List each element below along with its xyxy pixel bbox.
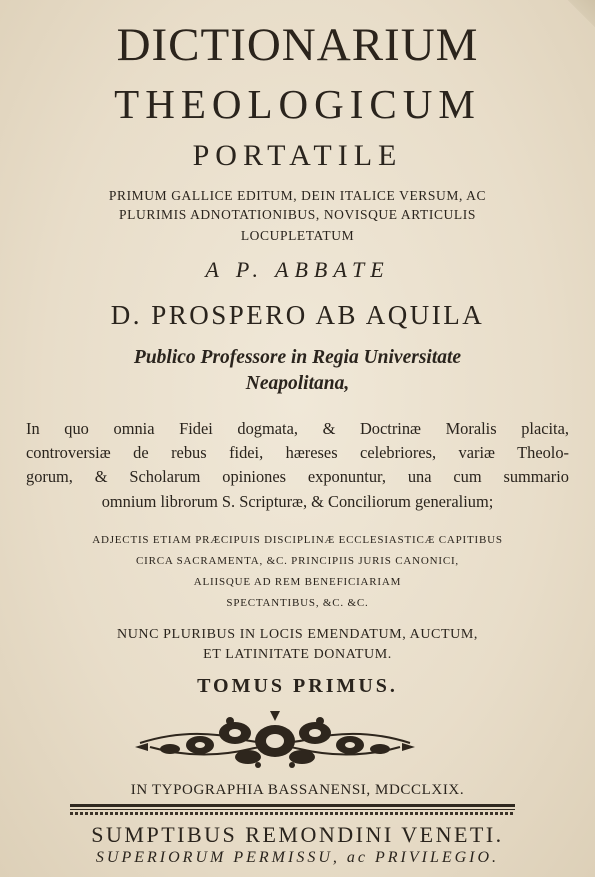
abbate-line: A P. ABBATE — [205, 257, 390, 282]
ornamental-rule — [70, 812, 515, 815]
author-name: D. PROSPERO AB AQUILA — [110, 300, 485, 330]
adjectis-line: ADJECTIS ETIAM PRÆCIPUIS DISCIPLINÆ ECCLESIASTICÆ CAPITIBUS — [92, 534, 503, 546]
body-line: omnium librorum S. Scripturæ, & Conciliorum generalium; — [101, 492, 494, 511]
double-rule — [70, 804, 515, 807]
title-dictionarium: DICTIONARIUM — [116, 19, 479, 71]
subtitle-line: LOCUPLETATUM — [240, 228, 355, 243]
tomus-primus: TOMUS PRIMUS. — [197, 675, 398, 697]
double-rule — [70, 809, 515, 810]
body-line: controversiæ de rebus fidei, hæreses celebriores, variæ Theolo- — [26, 443, 569, 462]
sumptibus-line: SUMPTIBUS REMONDINI VENETI. — [91, 822, 504, 847]
adjectis-line: ALIISQUE AD REM BENEFICIARIAM — [193, 576, 402, 588]
subtitle-line: PRIMUM GALLICE EDITUM, DEIN ITALICE VERSUM, AC — [108, 188, 487, 203]
adjectis-line: CIRCA SACRAMENTA, &C. PRINCIPIIS JURIS CANONICI, — [136, 555, 459, 567]
adjectis-line: SPECTANTIBUS, &C. &C. — [226, 597, 369, 609]
floral-vignette-icon — [130, 707, 420, 771]
professor-line: Neapolitana, — [245, 373, 350, 394]
body-line: In quo omnia Fidei dogmata, & Doctrinæ Moralis placita, — [26, 419, 569, 438]
title-theologicum: THEOLOGICUM — [114, 81, 481, 127]
professor-line: Publico Professore in Regia Universitate — [133, 347, 462, 368]
typographia-line: IN TYPOGRAPHIA BASSANENSI, MDCCLXIX. — [130, 782, 465, 798]
nunc-line: NUNC PLURIBUS IN LOCIS EMENDATUM, AUCTUM, — [116, 627, 478, 642]
title-portatile: PORTATILE — [192, 139, 403, 172]
nunc-line: ET LATINITATE DONATUM. — [203, 647, 392, 662]
superiorum-line: SUPERIORUM PERMISSU, ac PRIVILEGIO. — [95, 849, 500, 866]
subtitle-line: PLURIMIS ADNOTATIONIBUS, NOVISQUE ARTICULIS — [119, 207, 476, 222]
body-line: gorum, & Scholarum opiniones exponuntur, una cum summario — [26, 467, 569, 486]
